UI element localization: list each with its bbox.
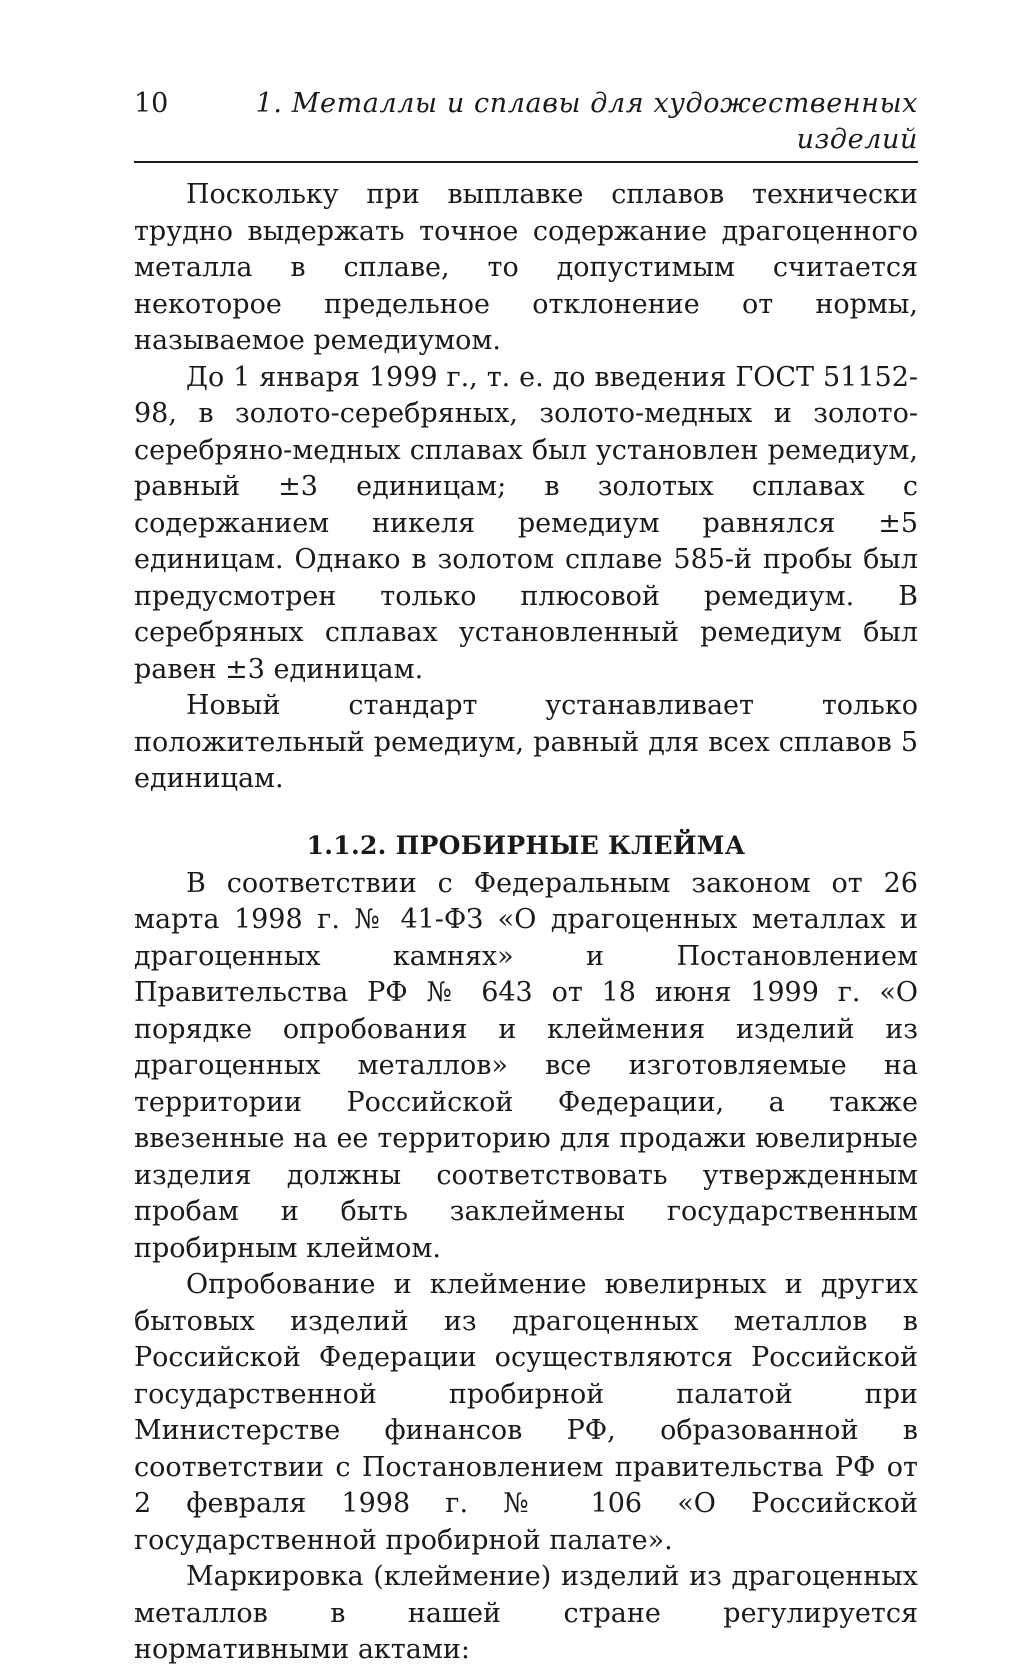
chapter-title: 1. Металлы и сплавы для художественных изделий	[255, 88, 918, 155]
section-heading: 1.1.2. ПРОБИРНЫЕ КЛЕЙМА	[306, 830, 746, 860]
paragraph-remedium-history: До 1 января 1999 г., т. е. до введения ГОСТ 51152-98, в золото-серебряных, золото-медных и золото-серебряно-медных сплавах был установлен ремедиум, равный ±3 единицам; в золотых сплавах с содержанием никеля ремедиум равнялся ±5 единицам. Однако в золотом сплаве 585-й пробы был предусмотрен только плюсовой ремедиум. В серебряных сплавах установленный ремедиум был равен ±3 единицам.	[134, 361, 918, 685]
body-text	[134, 177, 918, 1669]
book-page	[134, 86, 918, 1669]
paragraph-new-standard: Новый стандарт устанавливает только положительный ремедиум, равный для всех сплавов 5 единицам.	[134, 690, 918, 794]
paragraph-remedium-definition: Поскольку при выплавке сплавов технически трудно выдержать точное содержание драгоценного металла в сплаве, то допустимым считается некоторое предельное отклонение от нормы, называемое ремедиумом.	[134, 179, 918, 356]
paragraph-marking-regulation: Маркировка (клеймение) изделий из драгоценных металлов в нашей стране регулируется нормативными актами:	[134, 1561, 918, 1665]
paragraph-assay-chamber: Опробование и клеймение ювелирных и других бытовых изделий из драгоценных металлов в Российской Федерации осуществляются Российской государственной пробирной палатой при Министерстве финансов РФ, образованной в соответствии с Постановлением правительства РФ от 2 февраля 1998 г. № 106 «О Российской государственной пробирной палате».	[134, 1269, 918, 1556]
running-header	[134, 86, 918, 163]
page-number: 10	[134, 88, 169, 119]
paragraph-federal-law: В соответствии с Федеральным законом от 26 марта 1998 г. № 41-ФЗ «О драгоценных металлах и драгоценных камнях» и Постановлением Правительства РФ № 643 от 18 июня 1999 г. «О порядке опробования и клеймения изделий из драгоценных металлов» все изготовляемые на территории Российской Федерации, а также ввезенные на ее территорию для продажи ювелирные изделия должны соответствовать утвержденным пробам и быть заклеймены государственным пробирным клеймом.	[134, 867, 918, 1264]
